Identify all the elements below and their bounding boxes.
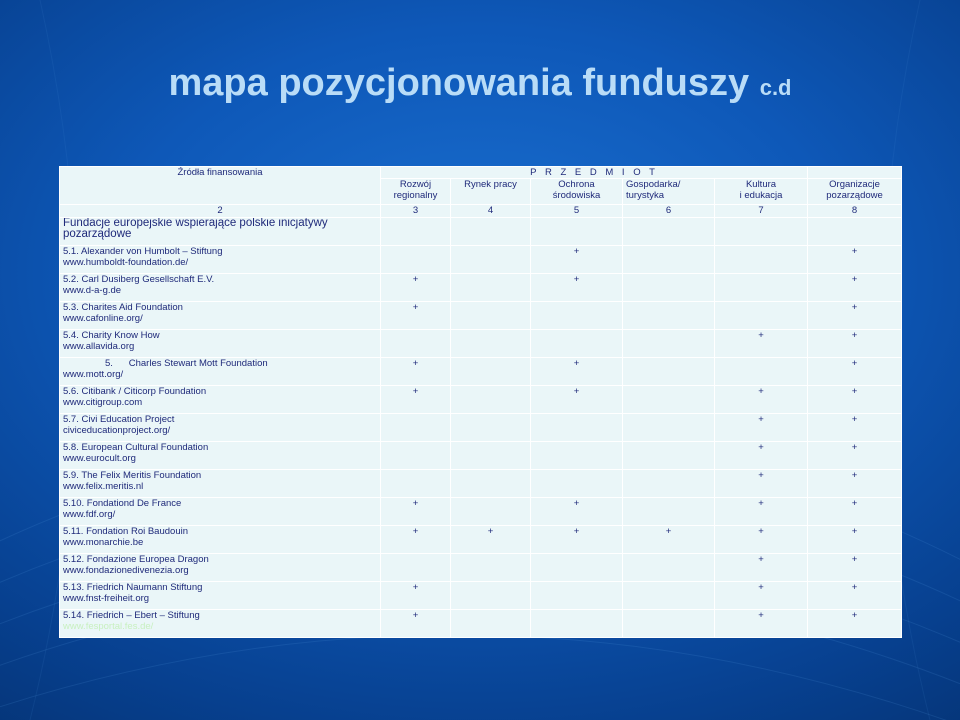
mark-cell [623,442,715,470]
mark-cell [381,246,451,274]
foundation-name: 5.7. Civi Education Project [63,414,175,425]
mark-cell [531,302,623,330]
mark-cell: + [808,414,902,442]
foundation-url[interactable]: www.fondazionedivenezia.org [63,565,189,576]
foundation-cell [60,414,381,442]
mark-cell [715,274,808,302]
mark-cell: + [808,330,902,358]
mark-cell: + [715,610,808,638]
mark-cell [381,330,451,358]
header-row-numbers [60,205,902,218]
foundation-name: 5.11. Fondation Roi Baudouin [63,526,188,537]
foundation-name: 5.10. Fondationd De France [63,498,182,509]
table-row [60,358,902,386]
foundation-name: 5.2. Carl Dusiberg Gesellschaft E.V. [63,274,215,285]
header-column-rozwoj: Rozwój regionalny [381,179,451,205]
mark-cell [623,302,715,330]
mark-cell [451,582,531,610]
mark-cell [451,302,531,330]
column-number: 8 [808,205,902,218]
foundation-cell [60,246,381,274]
column-number: 3 [381,205,451,218]
section-title: Fundacje europejskie wspierające polskie inicjatywy pozarządowe [60,218,381,246]
foundation-cell [60,610,381,638]
mark-cell [451,498,531,526]
foundation-name: 5.9. The Felix Meritis Foundation [63,470,202,481]
mark-cell: + [715,554,808,582]
foundation-cell [60,330,381,358]
foundation-cell [60,274,381,302]
table-row [60,610,902,638]
mark-cell [623,470,715,498]
foundation-url[interactable]: www.monarchie.be [63,537,144,548]
table-row [60,498,902,526]
mark-cell [715,358,808,386]
table-row [60,470,902,498]
mark-cell [451,610,531,638]
mark-cell: + [808,498,902,526]
mark-cell: + [808,610,902,638]
mark-cell [451,246,531,274]
mark-cell [381,470,451,498]
mark-cell: + [808,274,902,302]
column-number: 4 [451,205,531,218]
foundation-name: 5.4. Charity Know How [63,330,160,341]
mark-cell [623,498,715,526]
foundation-cell [60,442,381,470]
mark-cell: + [808,442,902,470]
mark-cell: + [381,498,451,526]
mark-cell [623,246,715,274]
foundation-cell [60,358,381,386]
funding-map-table [59,166,902,638]
table-row [60,554,902,582]
foundation-cell [60,470,381,498]
mark-cell [381,414,451,442]
header-column-gospodarka: Gospodarka/ turystyka [623,179,715,205]
mark-cell: + [715,582,808,610]
mark-cell [451,470,531,498]
mark-cell [451,274,531,302]
foundation-name: 5.6. Citibank / Citicorp Foundation [63,386,207,397]
header-column-organizacje: Organizacje pozarządowe [808,179,902,205]
mark-cell: + [715,442,808,470]
mark-cell [451,554,531,582]
mark-cell [531,470,623,498]
header-empty [808,167,902,179]
mark-cell [623,274,715,302]
mark-cell [531,330,623,358]
foundation-name: 5. Charles Stewart Mott Foundation [105,358,268,369]
foundation-cell [60,302,381,330]
foundation-url[interactable]: www.mott.org/ [63,369,124,380]
foundation-url[interactable]: www.felix.meritis.nl [63,481,144,492]
table-row [60,442,902,470]
foundation-name: 5.12. Fondazione Europea Dragon [63,554,209,565]
header-column-rynek: Rynek pracy [451,179,531,205]
mark-cell: + [381,302,451,330]
mark-cell [451,442,531,470]
mark-cell [623,582,715,610]
mark-cell: + [715,386,808,414]
title-main: mapa pozycjonowania funduszy [168,62,750,104]
mark-cell [623,554,715,582]
mark-cell: + [381,274,451,302]
mark-cell: + [381,358,451,386]
mark-cell: + [808,582,902,610]
mark-cell [531,442,623,470]
mark-cell [451,358,531,386]
table-row [60,246,902,274]
column-number: 6 [623,205,715,218]
mark-cell: + [808,246,902,274]
mark-cell: + [715,526,808,554]
foundation-name: 5.8. European Cultural Foundation [63,442,209,453]
section-row [60,218,902,246]
header-row-subject [60,167,902,179]
mark-cell: + [715,470,808,498]
table-row [60,526,902,554]
mark-cell [381,554,451,582]
foundation-url[interactable]: www.fdf.org/ [63,509,116,520]
slide-title [0,62,960,105]
title-suffix: c.d [759,75,792,100]
mark-cell [715,302,808,330]
foundation-url[interactable]: www.citigroup.com [63,397,143,408]
mark-cell [531,582,623,610]
foundation-url[interactable]: www.d-a-g.de [63,285,122,296]
foundation-cell [60,554,381,582]
mark-cell: + [808,470,902,498]
foundation-cell [60,386,381,414]
mark-cell: + [808,526,902,554]
mark-cell: + [531,526,623,554]
table-row [60,302,902,330]
table-row [60,414,902,442]
mark-cell: + [715,330,808,358]
mark-cell: + [623,526,715,554]
mark-cell [451,414,531,442]
mark-cell: + [808,554,902,582]
mark-cell: + [531,246,623,274]
mark-cell: + [531,274,623,302]
header-column-kultura: Kultura i edukacja [715,179,808,205]
header-column-ochrona: Ochrona środowiska [531,179,623,205]
header-source: Źródła finansowania [60,167,381,205]
mark-cell [623,386,715,414]
mark-cell: + [451,526,531,554]
foundation-url[interactable]: www.fnst-freiheit.org [63,593,150,604]
mark-cell [623,330,715,358]
mark-cell: + [808,358,902,386]
table-row [60,582,902,610]
foundation-cell [60,582,381,610]
foundation-url[interactable]: civiceducationproject.org/ [63,425,171,436]
mark-cell: + [531,498,623,526]
mark-cell [715,246,808,274]
table-row [60,386,902,414]
foundation-name: 5.1. Alexander von Humbolt – Stiftung [63,246,223,257]
mark-cell [531,610,623,638]
foundation-url[interactable]: www.allavida.org [63,341,135,352]
mark-cell [623,414,715,442]
column-number: 5 [531,205,623,218]
mark-cell: + [531,358,623,386]
column-number: 2 [60,205,381,218]
foundation-url[interactable]: www.fesportal.fes.de/ [63,621,154,632]
mark-cell: + [381,582,451,610]
table-row [60,330,902,358]
mark-cell: + [381,386,451,414]
mark-cell [381,442,451,470]
foundation-name: 5.14. Friedrich – Ebert – Stiftung [63,610,200,621]
column-number: 7 [715,205,808,218]
mark-cell [531,554,623,582]
foundation-url[interactable]: www.cafonline.org/ [63,313,143,324]
foundation-url[interactable]: www.humboldt-foundation.de/ [63,257,189,268]
foundation-name: 5.13. Friedrich Naumann Stiftung [63,582,203,593]
table-row [60,274,902,302]
foundation-name: 5.3. Charites Aid Foundation [63,302,183,313]
mark-cell [451,330,531,358]
mark-cell: + [715,414,808,442]
mark-cell: + [381,610,451,638]
foundation-cell [60,498,381,526]
mark-cell [623,358,715,386]
mark-cell: + [381,526,451,554]
mark-cell: + [531,386,623,414]
mark-cell [623,610,715,638]
mark-cell: + [808,386,902,414]
mark-cell [451,386,531,414]
foundation-url[interactable]: www.eurocult.org [63,453,136,464]
mark-cell: + [715,498,808,526]
mark-cell [531,414,623,442]
foundation-cell [60,526,381,554]
mark-cell: + [808,302,902,330]
header-subject: P R Z E D M I O T [381,167,808,179]
